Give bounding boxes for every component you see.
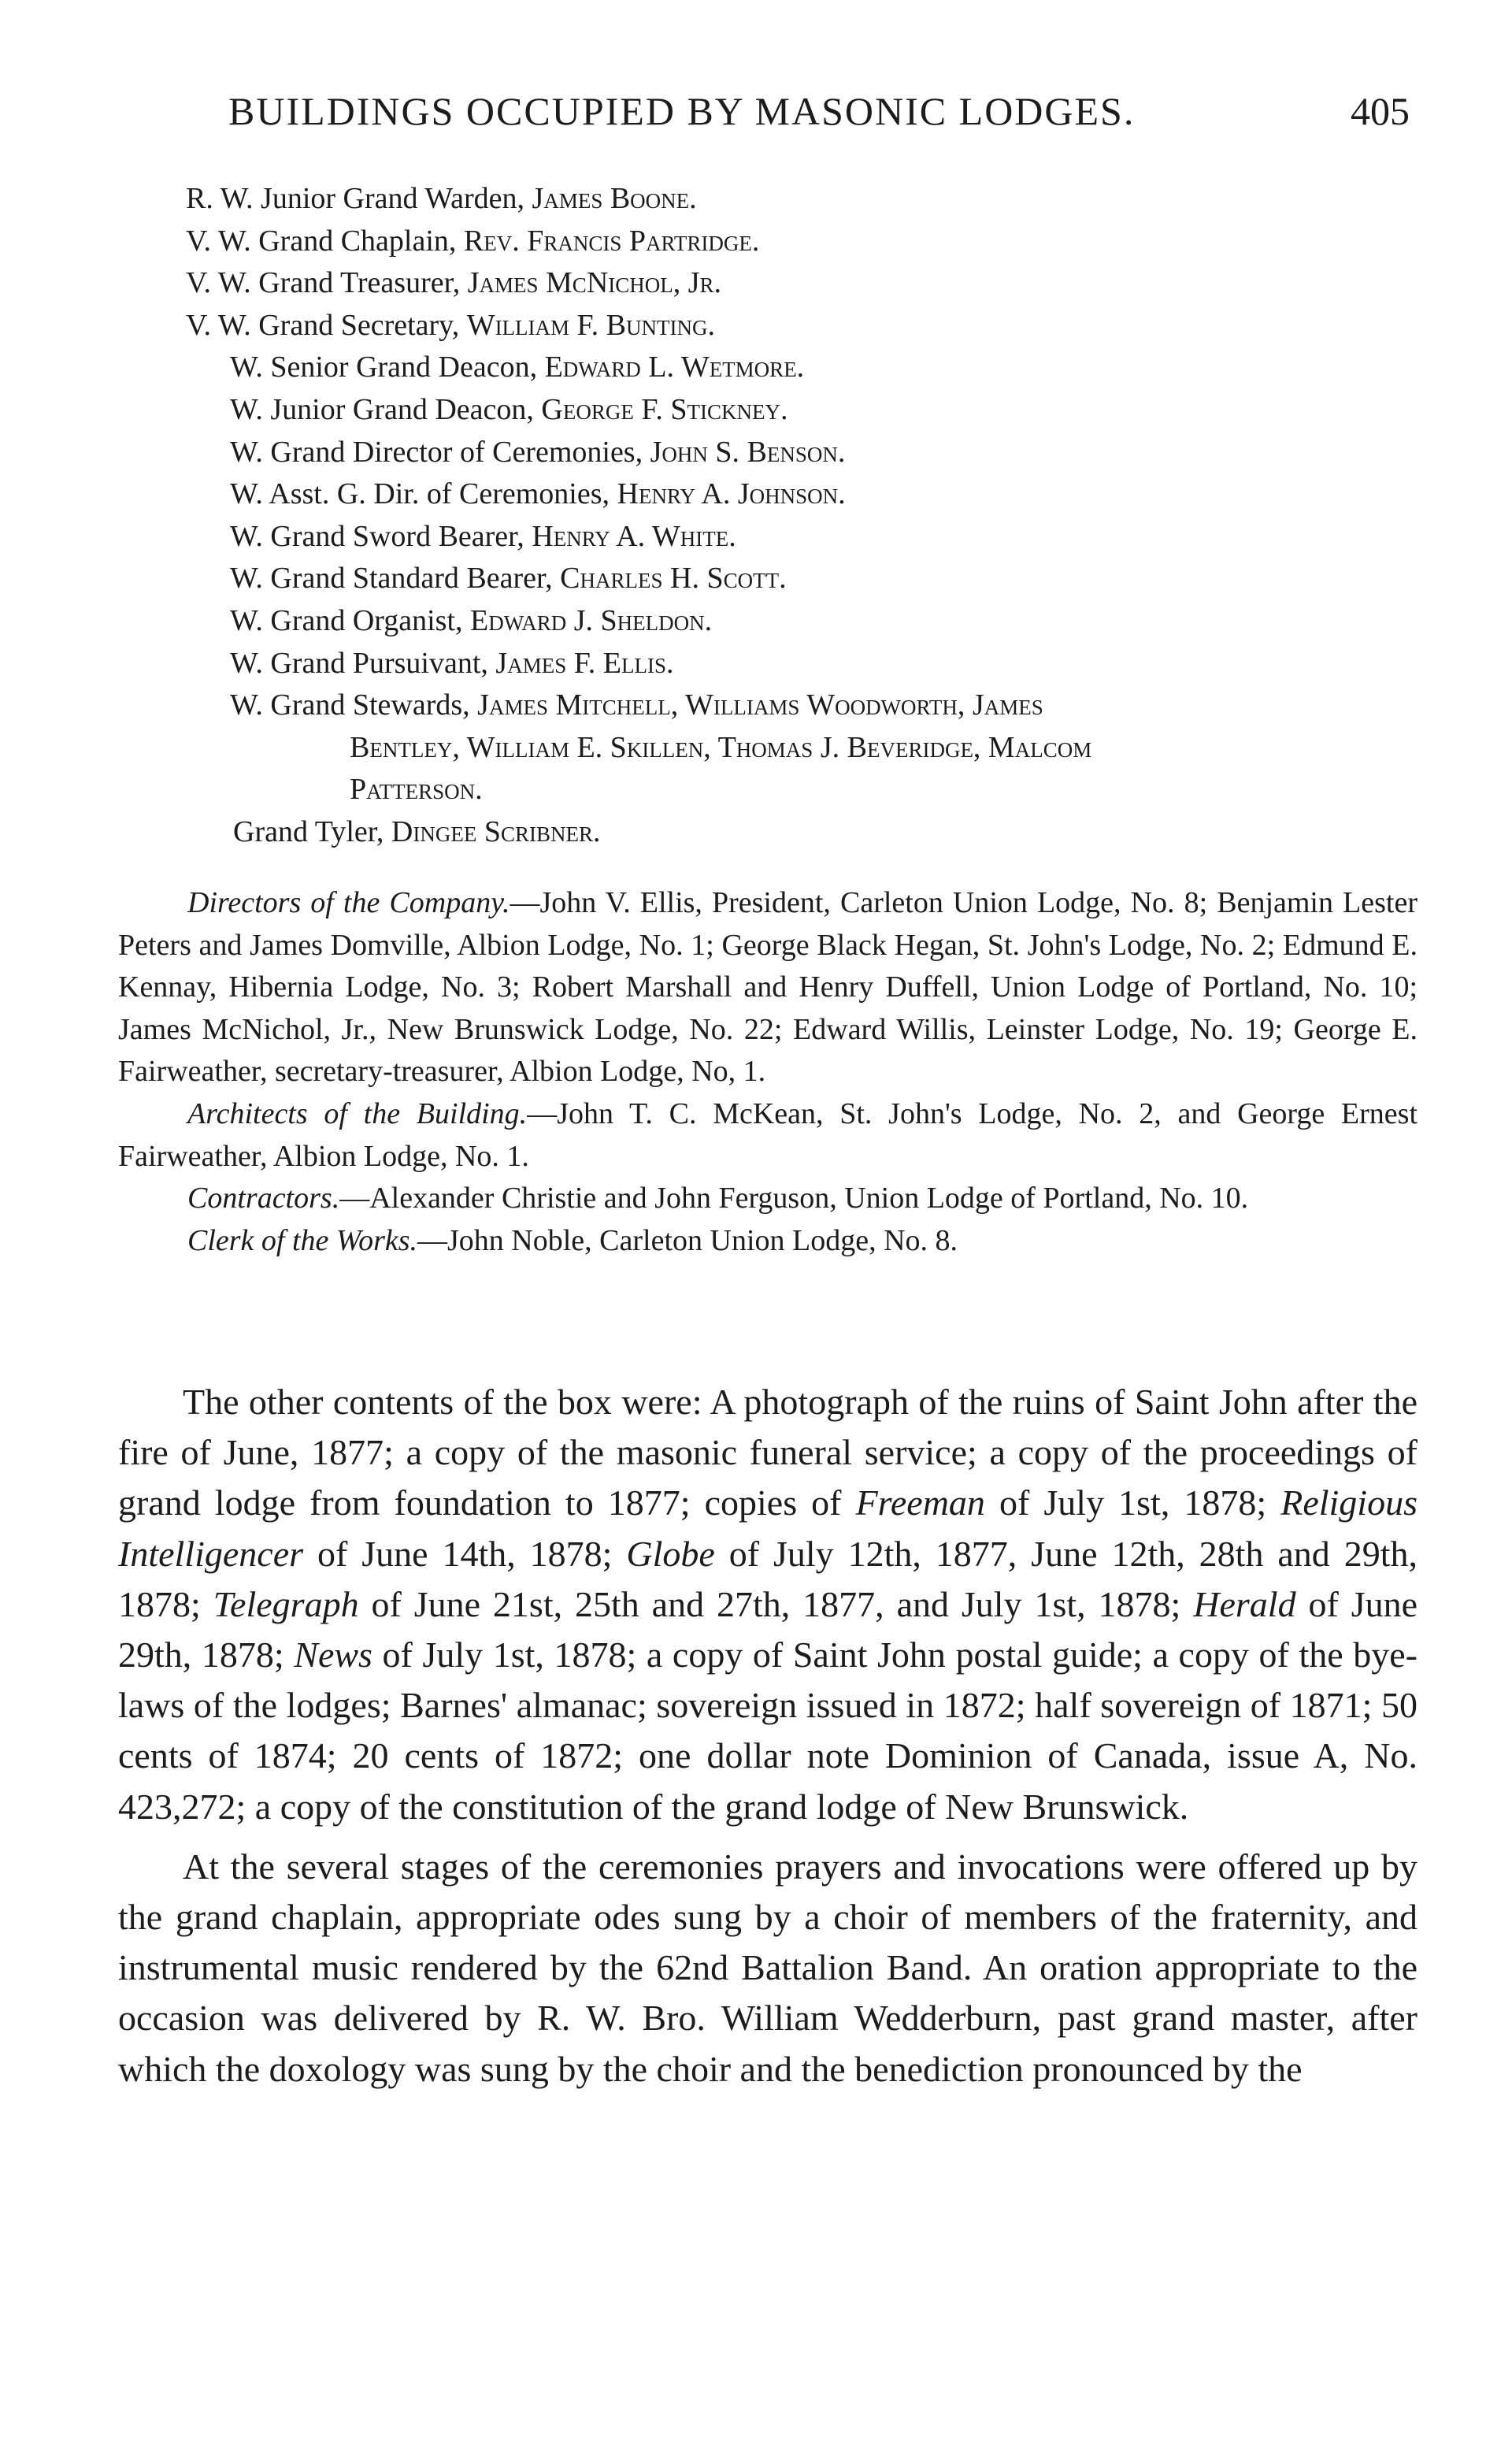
officer-row	[0, 178, 1512, 221]
officer-office: V. W. Grand Secretary,	[186, 308, 460, 342]
newspaper-title: Telegraph	[213, 1583, 359, 1624]
officer-row	[0, 262, 1512, 305]
text-run: of June 21st, 25th and 27th, 1877, and July 1st, 1878;	[358, 1583, 1194, 1624]
officer-office: W. Asst. G. Dir. of Ceremonies,	[230, 477, 610, 511]
officer-office: W. Junior Grand Deacon,	[230, 392, 534, 426]
tyler-name: Dingee Scribner.	[391, 814, 601, 848]
officer-row	[0, 643, 1512, 685]
officer-name: Rev. Francis Partridge.	[463, 224, 760, 258]
officer-office: W. Grand Sword Bearer,	[230, 519, 524, 553]
page-header	[0, 88, 1512, 143]
architects-label: Architects of the Building.	[187, 1096, 528, 1130]
officer-name: William F. Bunting.	[466, 308, 715, 342]
officer-office: W. Grand Director of Ceremonies,	[230, 435, 643, 469]
officer-row	[0, 516, 1512, 558]
text-run: of July 12th, 1877, June 12th, 28th and 29th, 1878;	[118, 1533, 1418, 1624]
text-run: of June 14th, 1878;	[303, 1533, 627, 1574]
directors-text: —John V. Ellis, President, Carleton Union Lodge, No. 8; Benjamin Lester Peters and James Domville, Albion Lodge, No. 1; George Black Hegan, St. John's Lodge, No. 2; Edmund E. Kennay, Hibernia Lodge, No. 3; Robert Marshall and Henry Duffell, Union Lodge of Portland, No. 10; James McNichol, Jr., New Brunswick Lodge, No. 22; Edward Willis, Leinster Lodge, No. 19; George E. Fairweather, secretary-treasurer, Albion Lodge, No, 1.	[118, 886, 1418, 1089]
architects-text: —John T. C. McKean, St. John's Lodge, No. 2, and George Ernest Fairweather, Albion Lodge, No. 1.	[118, 1096, 1418, 1173]
stewards-names-line-3: Patterson.	[350, 773, 483, 807]
officer-office: V. W. Grand Treasurer,	[186, 266, 461, 300]
clerk-label: Clerk of the Works.	[187, 1223, 418, 1257]
officer-row	[0, 389, 1512, 432]
stewards-row	[0, 685, 1512, 727]
officer-name: Edward L. Wetmore.	[544, 351, 805, 384]
officer-office: V. W. Grand Chaplain,	[186, 224, 457, 258]
newspaper-title: Freeman	[855, 1482, 985, 1523]
officer-office: W. Senior Grand Deacon,	[230, 351, 538, 384]
text-run: of July 1st, 1878; a copy of Saint John postal guide; a copy of the bye-laws of the lodges; Barnes' almanac; sovereign issued in 1872; half sovereign of 1871; 50 cents of 1874; 20 cents of 1872; one dollar note Dominion of Canada, issue A, No. 423,272; a copy of the constitution of the grand lodge of New Brunswick.	[118, 1635, 1418, 1827]
text-run: of July 1st, 1878;	[984, 1482, 1281, 1523]
officer-row	[0, 600, 1512, 643]
contractors-label: Contractors.	[187, 1182, 340, 1215]
officer-row	[0, 305, 1512, 347]
stewards-names-line-1: James Mitchell, Williams Woodworth, James	[477, 688, 1043, 722]
tyler-office: Grand Tyler,	[233, 814, 384, 848]
company-details	[118, 882, 1418, 1262]
officer-name: Henry A. Johnson.	[617, 477, 846, 511]
page-number: 405	[1351, 89, 1410, 133]
officer-name: James F. Ellis.	[495, 646, 674, 680]
tyler-row	[0, 811, 1512, 854]
directors-paragraph	[118, 882, 1418, 1093]
clerk-paragraph	[118, 1220, 1418, 1263]
grand-officers-list	[0, 178, 1512, 854]
body-text	[118, 1377, 1418, 2095]
newspaper-title: News	[294, 1635, 372, 1675]
directors-label: Directors of the Company.	[187, 886, 510, 919]
officer-name: John S. Benson.	[650, 435, 846, 469]
officer-row	[0, 473, 1512, 516]
running-title: BUILDINGS OCCUPIED BY MASONIC LODGES.	[228, 89, 1136, 133]
officer-office: W. Grand Organist,	[230, 603, 463, 637]
clerk-text: —John Noble, Carleton Union Lodge, No. 8.	[417, 1223, 958, 1257]
officer-row	[0, 558, 1512, 600]
officer-name: James Boone.	[532, 182, 697, 215]
newspaper-title: Herald	[1193, 1583, 1296, 1624]
newspaper-title: Religious Intelligencer	[118, 1482, 1418, 1574]
officer-name: Charles H. Scott.	[560, 562, 787, 596]
ceremony-paragraph: At the several stages of the ceremonies prayers and invocations were offered up by the grand chaplain, appropriate odes sung by a choir of members of the fraternity, and instrumental music rendered by the 62nd Battalion Band. An oration appropriate to the occasion was delivered by R. W. Bro. William Wedderburn, past grand master, after which the doxology was sung by the choir and the benediction pronounced by the	[118, 1846, 1418, 2089]
officer-row	[0, 347, 1512, 389]
officer-name: Henry A. White.	[532, 519, 736, 553]
architects-paragraph	[118, 1093, 1418, 1178]
stewards-names-line-2: Bentley, William E. Skillen, Thomas J. Beveridge, Malcom	[350, 730, 1092, 764]
officer-office: R. W. Junior Grand Warden,	[186, 182, 525, 215]
stewards-office: W. Grand Stewards,	[230, 688, 470, 722]
officer-name: Edward J. Sheldon.	[470, 603, 713, 637]
officer-office: W. Grand Standard Bearer,	[230, 562, 553, 596]
officer-row	[0, 221, 1512, 263]
contractors-text: —Alexander Christie and John Ferguson, Union Lodge of Portland, No. 10.	[339, 1182, 1249, 1215]
officer-name: James McNichol, Jr.	[467, 266, 722, 300]
contractors-paragraph	[118, 1178, 1418, 1220]
text-run: of June 29th, 1878;	[118, 1583, 1418, 1675]
box-contents-paragraph	[118, 1377, 1418, 1832]
newspaper-title: Globe	[626, 1533, 715, 1574]
officer-office: W. Grand Pursuivant,	[230, 646, 488, 680]
officer-name: George F. Stickney.	[541, 392, 788, 426]
officer-row	[0, 432, 1512, 474]
text-run: The other contents of the box were: A photograph of the ruins of Saint John after the fire of June, 1877; a copy of the masonic funeral service; a copy of the proceedings of grand lodge from foundation to 1877; copies of	[118, 1382, 1418, 1523]
